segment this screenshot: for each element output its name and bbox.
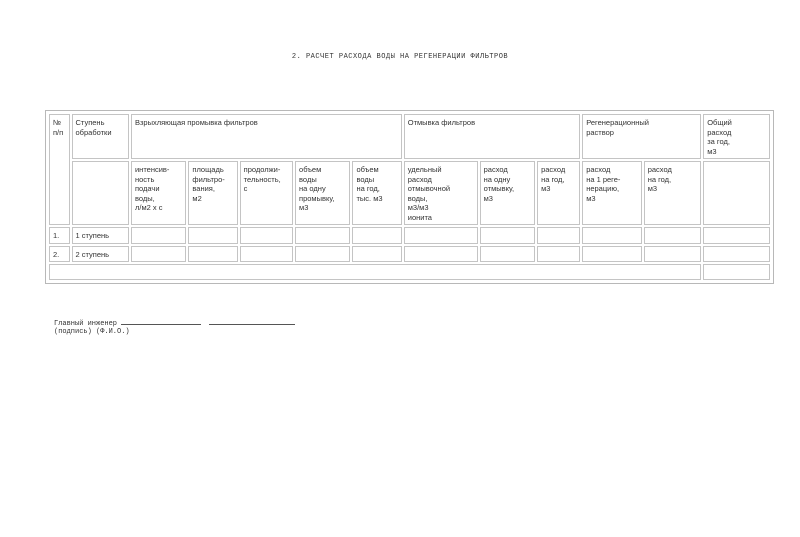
header-duration: продолжи- тельность, с (240, 161, 293, 225)
table-cell (49, 264, 701, 280)
header-regen-per-one: расход на 1 реге- нерацию, м3 (582, 161, 642, 225)
table-cell (537, 246, 580, 263)
table-cell (582, 227, 642, 244)
table-cell (404, 246, 478, 263)
table-cell (240, 246, 293, 263)
table-cell (295, 246, 350, 263)
header-rinse: Отмывка фильтров (404, 114, 580, 159)
header-stage: Ступень обработки (72, 114, 129, 159)
name-field (209, 318, 295, 325)
table-cell (188, 246, 237, 263)
signature-role: Главный инженер (54, 320, 118, 328)
table-cell (188, 227, 237, 244)
row-stage: 2 ступень (72, 246, 129, 263)
header-row-2 (49, 161, 770, 225)
table-cell (644, 246, 701, 263)
table-cell (404, 227, 478, 244)
table-cell (480, 227, 535, 244)
regeneration-table (45, 110, 774, 284)
table-cell (644, 227, 701, 244)
signature-block (54, 318, 295, 336)
signature-caption: (подпись) (Ф.И.О.) (54, 328, 130, 336)
header-num: № п/п (49, 114, 70, 225)
table-cell (537, 227, 580, 244)
table-cell (582, 246, 642, 263)
header-total: Общий расход за год, м3 (703, 114, 770, 159)
header-backwash: Взрыхляющая промывка фильтров (131, 114, 402, 159)
header-rinse-per-one: расход на одну отмывку, м3 (480, 161, 535, 225)
header-intensity: интенсив- ность подачи воды, л/м2 х с (131, 161, 186, 225)
table-cell (240, 227, 293, 244)
header-total-empty (703, 161, 770, 225)
table-row (49, 227, 770, 244)
table-cell (131, 246, 186, 263)
table-total-row (49, 264, 770, 280)
document-title: 2. РАСЧЕТ РАСХОДА ВОДЫ НА РЕГЕНЕРАЦИИ ФИЛЬТРОВ (291, 53, 509, 61)
table-cell (480, 246, 535, 263)
row-stage: 1 ступень (72, 227, 129, 244)
table-cell (703, 264, 770, 280)
table-cell (295, 227, 350, 244)
signature-field (121, 318, 201, 325)
table-cell (703, 246, 770, 263)
header-area: площадь фильтро- вания, м2 (188, 161, 237, 225)
table-cell (352, 246, 401, 263)
table-cell (352, 227, 401, 244)
table-cell (703, 227, 770, 244)
table-row (49, 246, 770, 263)
header-stage-empty (72, 161, 129, 225)
header-specific-rinse: удельный расход отмывочной воды, м3/м3 ионита (404, 161, 478, 225)
table-cell (131, 227, 186, 244)
row-num: 2. (49, 246, 70, 263)
header-regen-per-year: расход на год, м3 (644, 161, 701, 225)
header-regen: Регенерационный раствор (582, 114, 701, 159)
header-vol-per-year: объем воды на год, тыс. м3 (352, 161, 401, 225)
signature-line (54, 318, 295, 328)
header-row-1 (49, 114, 770, 159)
header-rinse-per-year: расход на год, м3 (537, 161, 580, 225)
header-vol-per-wash: объем воды на одну промывку, м3 (295, 161, 350, 225)
row-num: 1. (49, 227, 70, 244)
